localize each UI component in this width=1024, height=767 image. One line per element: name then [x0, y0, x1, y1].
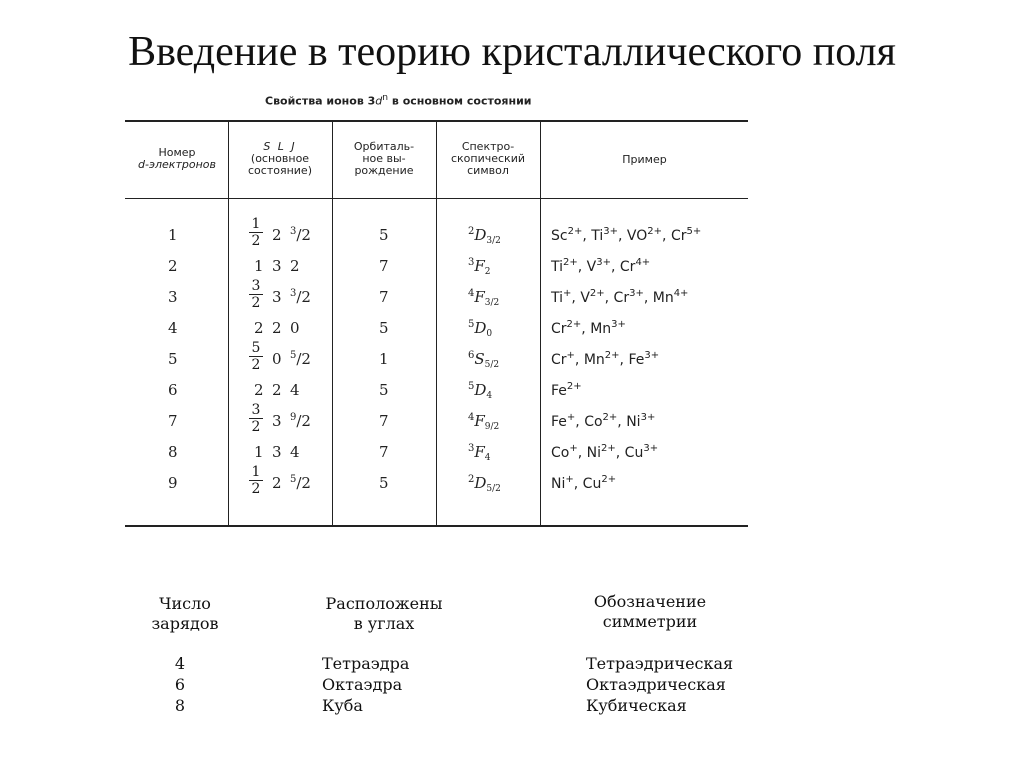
cell-total-j: $^5$/2 — [290, 474, 311, 492]
cell-degeneracy: 5 — [379, 226, 389, 244]
cell-spin-fraction: 3 2 — [249, 403, 263, 434]
header-electrons-line2: d-электронов — [138, 158, 216, 171]
table-bottom-rule — [125, 525, 748, 527]
cell-orbital: 3 — [272, 412, 282, 430]
col-divider — [436, 122, 437, 525]
cell-orbital: 3 — [272, 288, 282, 306]
cell-term-symbol: $^2D_{3/2}$ — [468, 226, 501, 246]
cell-orbital: 2 — [272, 474, 282, 492]
cell-example-ions: $Cr^{2+}$, $Mn^{3+}$ — [551, 319, 626, 337]
cell-example-ions: Fe+, $Co^{2+}$, $Ni^{3+}$ — [551, 412, 656, 430]
cell-spin-fraction: 1 2 — [249, 465, 263, 496]
cell-electron-count: 4 — [168, 319, 178, 337]
symmetry-located: Куба — [322, 696, 363, 715]
charges-line2: зарядов — [151, 614, 219, 633]
header-degeneracy-line1: Орбиталь- — [353, 140, 415, 153]
header-spectroscopic — [439, 141, 537, 177]
symmetry-notation: Октаэдрическая — [586, 675, 726, 694]
col-divider — [332, 122, 333, 525]
header-degeneracy — [335, 141, 433, 177]
cell-spin-fraction: 3 2 — [249, 279, 263, 310]
cell-example-ions: Ti+, $V^{2+}$, $Cr^{3+}$, $Mn^{4+}$ — [551, 288, 689, 306]
caption-prefix: Свойства ионов 3 — [265, 94, 376, 108]
header-spectroscopic-line2: скопический — [450, 152, 526, 165]
cell-electron-count: 9 — [168, 474, 178, 492]
header-electrons — [128, 147, 226, 171]
header-example — [543, 154, 746, 166]
cell-term-symbol: $^6S_{5/2}$ — [468, 350, 500, 370]
cell-term-symbol: $^3F_4$ — [468, 443, 491, 463]
cell-spin-fraction: 5 2 — [249, 341, 263, 372]
header-electrons-line1: Номер — [158, 146, 196, 159]
col-divider — [228, 122, 229, 525]
cell-orbital: 2 — [272, 381, 282, 399]
header-slj-line2: (основное — [250, 152, 310, 165]
symmetry-header-charges — [140, 594, 230, 634]
header-degeneracy-line3: рождение — [354, 164, 414, 177]
notation-line2: симметрии — [602, 612, 698, 631]
header-spectroscopic-line1: Спектро- — [461, 140, 515, 153]
symmetry-header-located — [314, 594, 454, 634]
cell-total-j: $^5$/2 — [290, 350, 311, 368]
symmetry-charges: 8 — [174, 696, 186, 715]
caption-d: d — [375, 94, 383, 108]
cell-electron-count: 6 — [168, 381, 178, 399]
symmetry-notation: Кубическая — [586, 696, 687, 715]
cell-degeneracy: 7 — [379, 412, 389, 430]
cell-example-ions: Ni+, $Cu^{2+}$ — [551, 474, 617, 492]
cell-degeneracy: 7 — [379, 257, 389, 275]
cell-orbital: 3 — [272, 443, 282, 461]
cell-degeneracy: 5 — [379, 381, 389, 399]
table-caption — [265, 92, 531, 108]
symmetry-located: Тетраэдра — [322, 654, 410, 673]
header-slj-line1: S L J — [263, 140, 297, 153]
cell-term-symbol: $^5D_0$ — [468, 319, 493, 339]
header-example-line1: Пример — [622, 153, 667, 166]
cell-electron-count: 5 — [168, 350, 178, 368]
cell-spin: 1 — [254, 257, 264, 275]
header-slj-line3: состояние) — [248, 164, 312, 177]
symmetry-header-notation — [580, 592, 720, 632]
cell-example-ions: $Fe^{2+}$ — [551, 381, 582, 399]
cell-electron-count: 1 — [168, 226, 178, 244]
col-divider — [540, 122, 541, 525]
cell-total-j: 0 — [290, 319, 300, 337]
cell-electron-count: 7 — [168, 412, 178, 430]
header-spectroscopic-line3: символ — [467, 164, 509, 177]
slide-title: Введение в теорию кристаллического поля — [128, 29, 896, 75]
cell-electron-count: 3 — [168, 288, 178, 306]
cell-total-j: $^9$/2 — [290, 412, 311, 430]
located-line1: Расположены — [325, 594, 443, 613]
cell-electron-count: 2 — [168, 257, 178, 275]
cell-degeneracy: 5 — [379, 319, 389, 337]
cell-term-symbol: $^4F_{9/2}$ — [468, 412, 500, 432]
cell-electron-count: 8 — [168, 443, 178, 461]
cell-orbital: 0 — [272, 350, 282, 368]
caption-suffix: в основном состоянии — [388, 94, 532, 108]
cell-orbital: 3 — [272, 257, 282, 275]
cell-spin: 1 — [254, 443, 264, 461]
cell-spin-fraction: 1 2 — [249, 217, 263, 248]
header-degeneracy-line2: ное вы- — [362, 152, 406, 165]
cell-term-symbol: $^5D_4$ — [468, 381, 493, 401]
charges-line1: Число — [159, 594, 211, 613]
cell-orbital: 2 — [272, 226, 282, 244]
cell-total-j: 4 — [290, 443, 300, 461]
symmetry-notation: Тетраэдрическая — [586, 654, 734, 673]
cell-term-symbol: $^4F_{3/2}$ — [468, 288, 500, 308]
header-slj — [231, 141, 329, 177]
caption-n: n — [382, 92, 389, 103]
cell-total-j: $^3$/2 — [290, 226, 311, 244]
cell-degeneracy: 7 — [379, 288, 389, 306]
located-line2: в углах — [353, 614, 415, 633]
cell-spin: 2 — [254, 381, 264, 399]
cell-total-j: 4 — [290, 381, 300, 399]
notation-line1: Обозначение — [593, 592, 707, 611]
cell-example-ions: Co+, $Ni^{2+}$, $Cu^{3+}$ — [551, 443, 659, 461]
cell-degeneracy: 5 — [379, 474, 389, 492]
cell-total-j: 2 — [290, 257, 300, 275]
cell-total-j: $^3$/2 — [290, 288, 311, 306]
symmetry-located: Октаэдра — [322, 675, 403, 694]
cell-spin: 2 — [254, 319, 264, 337]
cell-example-ions: Cr+, $Mn^{2+}$, $Fe^{3+}$ — [551, 350, 660, 368]
symmetry-charges: 4 — [174, 654, 186, 673]
cell-degeneracy: 1 — [379, 350, 389, 368]
cell-orbital: 2 — [272, 319, 282, 337]
cell-term-symbol: $^2D_{5/2}$ — [468, 474, 501, 494]
cell-example-ions: $Sc^{2+}$, $Ti^{3+}$, $VO^{2+}$, $Cr^{5+}$ — [551, 226, 702, 244]
cell-term-symbol: $^3F_2$ — [468, 257, 491, 277]
cell-example-ions: $Ti^{2+}$, $V^{3+}$, $Cr^{4+}$ — [551, 257, 651, 275]
symmetry-charges: 6 — [174, 675, 186, 694]
cell-degeneracy: 7 — [379, 443, 389, 461]
